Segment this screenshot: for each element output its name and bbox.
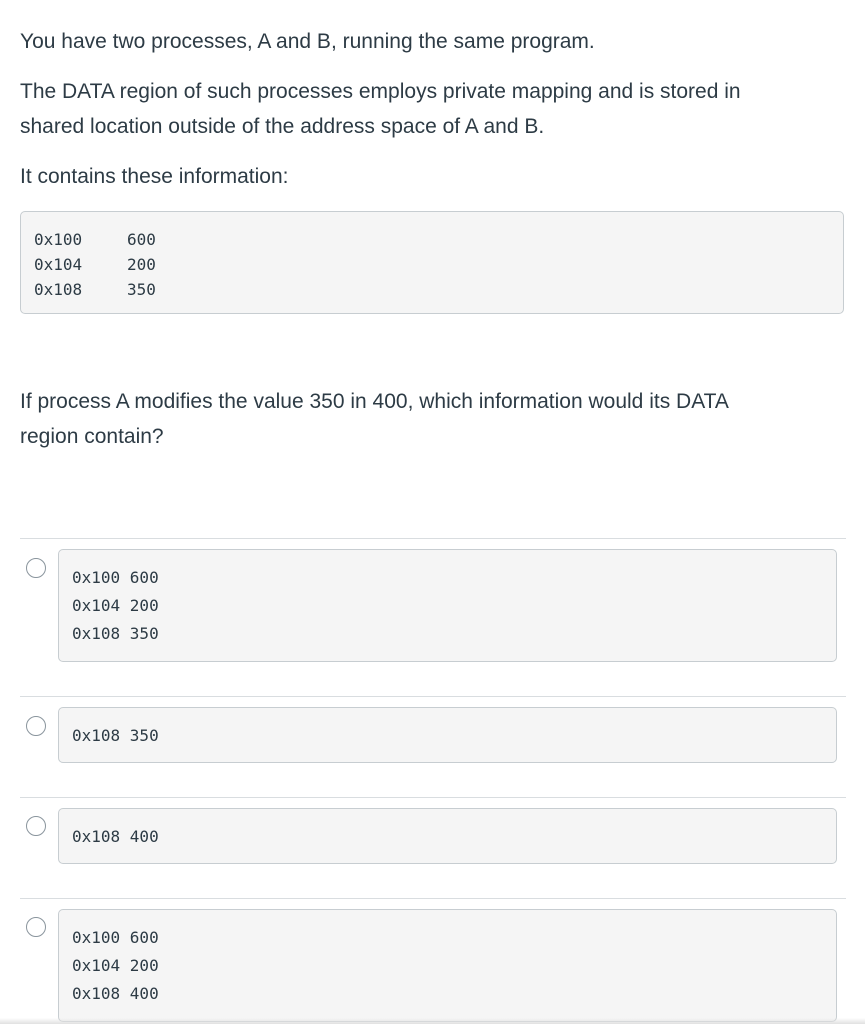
answer-option-1[interactable] [58,549,837,662]
answer-divider [20,797,846,798]
answer-radio-2[interactable] [26,716,46,736]
answer-line: 0x108 400 [72,827,159,846]
answer-line: 0x100 600 [72,928,159,947]
answer-option-4[interactable] [58,909,837,1022]
answer-divider [20,538,846,539]
question-prompt-line-1: If process A modifies the value 350 in 400, which information would its DATA [20,390,729,413]
memory-row [34,277,830,302]
answer-radio-1[interactable] [26,558,46,578]
memory-address: 0x108 [34,280,83,299]
answer-line: 0x100 600 [72,568,159,587]
contains-label: It contains these information: [20,165,289,188]
answer-line: 0x104 200 [72,956,159,975]
answer-line: 0x104 200 [72,596,159,615]
answer-option-2[interactable] [58,707,837,763]
question-description-line-2: shared location outside of the address space of A and B. [20,115,545,138]
memory-address: 0x104 [34,255,83,274]
memory-value: 200 [127,255,156,274]
memory-value: 600 [127,230,156,249]
answer-line: 0x108 350 [72,624,159,643]
question-intro: You have two processes, A and B, running the same program. [20,30,595,53]
question-description [20,74,741,144]
memory-table-code-block [20,211,844,314]
memory-row [34,252,830,277]
answer-line: 0x108 400 [72,984,159,1003]
answer-divider [20,898,846,899]
question-prompt [20,384,729,454]
answer-radio-4[interactable] [26,917,46,937]
memory-value: 350 [127,280,156,299]
question-description-line-1: The DATA region of such processes employs private mapping and is stored in [20,80,741,103]
memory-address: 0x100 [34,230,83,249]
answer-option-3[interactable] [58,808,837,864]
answer-line: 0x108 350 [72,726,159,745]
question-prompt-line-2: region contain? [20,425,164,448]
answer-divider [20,696,846,697]
answer-radio-3[interactable] [26,816,46,836]
memory-row [34,227,830,252]
bottom-edge-shadow [0,1018,865,1024]
